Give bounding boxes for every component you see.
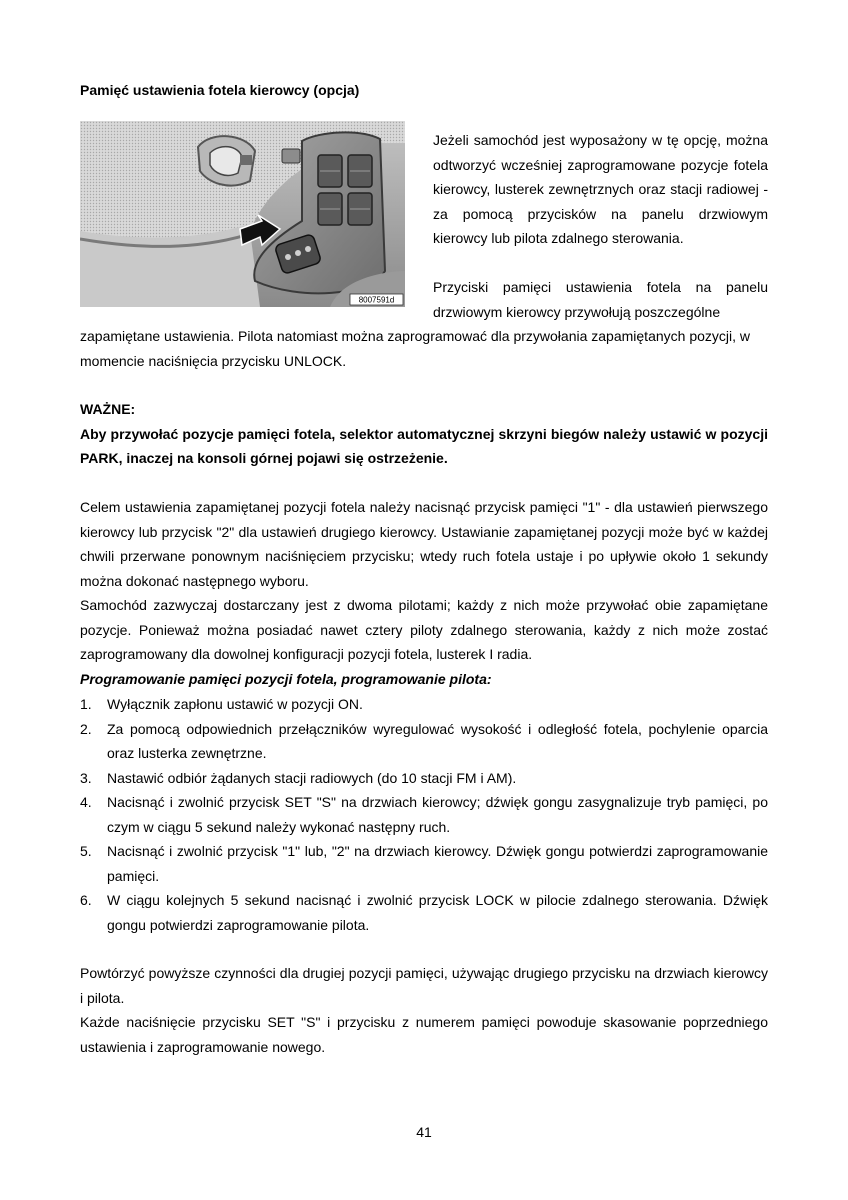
list-item (80, 888, 768, 937)
warning-title: WAŻNE: (80, 401, 136, 417)
body-paragraph-2: Samochód zazwyczaj dostarczany jest z dwoma pilotami; każdy z nich może przywołać obie zapamiętane pozycje. Ponieważ można posiadać nawet cztery piloty zdalnego sterowania, każdy z nich może zostać zaprogramowany dla dowolnej konfiguracji pozycji fotela, lusterek I radia. (80, 597, 768, 662)
door-panel-illustration (80, 121, 405, 307)
step-text: Wyłącznik zapłonu ustawić w pozycji ON. (107, 696, 363, 712)
list-item (80, 717, 768, 766)
intro-paragraph-2-continuation (80, 324, 768, 373)
intro-paragraph-2-start: Przyciski pamięci ustawienia fotela na panelu drzwiowym kierowcy przywołują poszczególne (433, 279, 768, 320)
closing-text (80, 961, 768, 1059)
step-number: 6. (80, 892, 92, 908)
body-text (80, 495, 768, 691)
step-number: 4. (80, 794, 92, 810)
programming-title: Programowanie pamięci pozycji fotela, programowanie pilota: (80, 670, 492, 687)
list-item (80, 766, 768, 791)
intro-tail-text: zapamiętane ustawienia. Pilota natomiast można zaprogramować dla przywołania zapamiętanych pozycji, w momencie naciśnięcia przycisku UNLOCK. (80, 328, 751, 369)
step-text: Nacisnąć i zwolnić przycisk SET "S" na drzwiach kierowcy; dźwięk gongu zasygnalizuje tryb pamięci, po czym w ciągu 5 sekund należy wykonać następny ruch. (107, 794, 768, 835)
page-number: 41 (416, 1124, 432, 1140)
figure-code: 8007591d (358, 295, 395, 305)
intro-text (433, 128, 768, 324)
intro-paragraph-1: Jeżeli samochód jest wyposażony w tę opcję, można odtworzyć wcześniej zaprogramowane pozycje fotela kierowcy, lusterek zewnętrznych oraz stacji radiowej - za pomocą przycisków na panelu drzwiowym kierowcy lub pilota zdalnego sterowania. (433, 132, 768, 246)
closing-paragraph-1: Powtórzyć powyższe czynności dla drugiej pozycji pamięci, używając drugiego przycisku na drzwiach kierowcy i pilota. (80, 965, 768, 1006)
section-heading: Pamięć ustawienia fotela kierowcy (opcja) (80, 82, 360, 98)
list-item (80, 692, 768, 717)
list-item (80, 839, 768, 888)
closing-paragraph-2: Każde naciśnięcie przycisku SET "S" i przycisku z numerem pamięci powoduje skasowanie poprzedniego ustawienia i zaprogramowanie nowego. (80, 1014, 768, 1055)
step-text: Nacisnąć i zwolnić przycisk "1" lub, "2" na drzwiach kierowcy. Dźwięk gongu potwierdzi zaprogramowanie pamięci. (107, 843, 768, 884)
step-text: W ciągu kolejnych 5 sekund nacisnąć i zwolnić przycisk LOCK w pilocie zdalnego sterowania. Dźwięk gongu potwierdzi zaprogramowanie pilota. (107, 892, 768, 933)
step-number: 1. (80, 696, 92, 712)
step-text: Za pomocą odpowiednich przełączników wyregulować wysokość i odległość fotela, pochylenie oparcia oraz lusterka zewnętrzne. (107, 720, 768, 761)
programming-steps (80, 692, 768, 937)
warning-text: Aby przywołać pozycje pamięci fotela, selektor automatycznej skrzyni biegów należy ustawić w pozycji PARK, inaczej na konsoli górnej pojawi się ostrzeżenie. (80, 425, 768, 466)
step-text: Nastawić odbiór żądanych stacji radiowych (do 10 stacji FM i AM). (107, 769, 517, 786)
door-panel-image (80, 121, 405, 307)
step-number: 3. (80, 769, 92, 786)
body-paragraph-1: Celem ustawienia zapamiętanej pozycji fotela należy nacisnąć przycisk pamięci "1" - dla ustawień pierwszego kierowcy lub przycisk "2" dla ustawień drugiego kierowcy. Ustawianie zapamiętanej pozycji może być w każdej chwili przerwane ponownym naciśnięciem przycisku; wtedy ruch fotela ustaje i po upływie około 1 sekundy można dokonać następnego wyboru. (80, 499, 768, 589)
list-item (80, 790, 768, 839)
step-number: 5. (80, 843, 92, 859)
warning-block (80, 397, 768, 471)
step-number: 2. (80, 720, 92, 737)
